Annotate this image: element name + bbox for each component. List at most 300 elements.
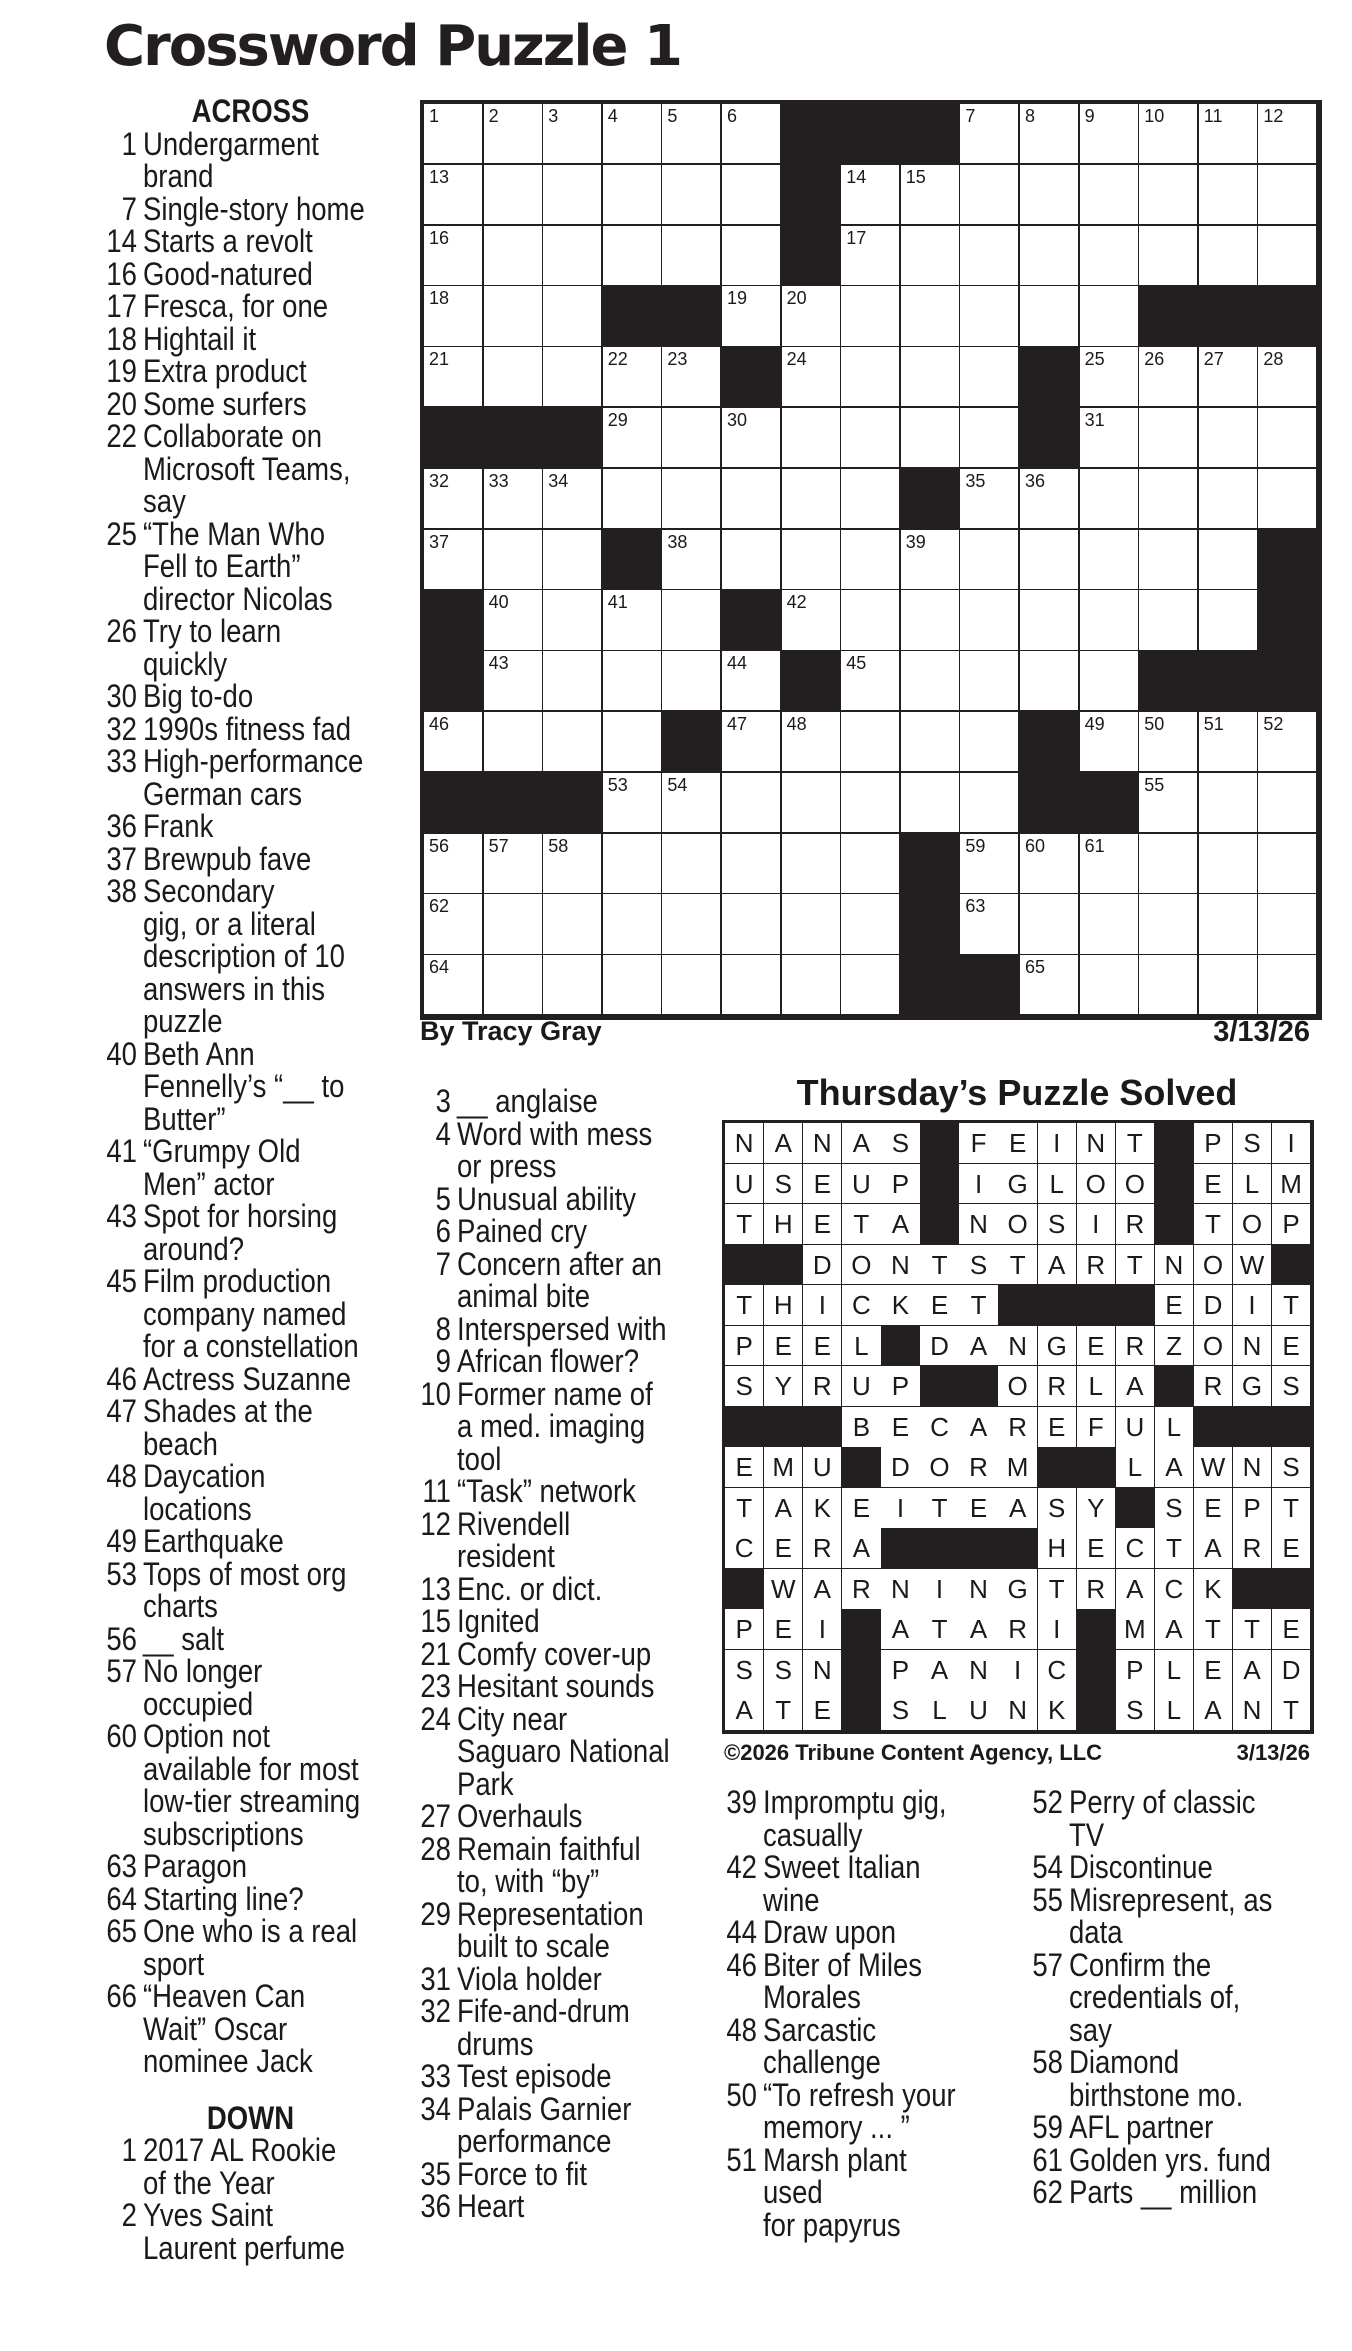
clue-item	[100, 875, 367, 1038]
clue-text	[763, 2141, 969, 2243]
grid-cell[interactable]	[543, 286, 603, 347]
clue-text	[143, 1265, 367, 1363]
grid-cell[interactable]	[782, 286, 842, 347]
solution-cell: I	[1038, 1123, 1077, 1164]
grid-cell[interactable]	[662, 651, 722, 712]
grid-cell[interactable]	[1020, 955, 1080, 1016]
grid-cell[interactable]	[424, 347, 484, 408]
grid-cell[interactable]	[484, 894, 544, 955]
grid-cell[interactable]	[662, 408, 722, 469]
grid-cell[interactable]	[960, 773, 1020, 834]
grid-cell[interactable]	[722, 773, 782, 834]
grid-cell[interactable]	[662, 347, 722, 408]
grid-cell[interactable]	[722, 712, 782, 773]
grid-cell[interactable]	[901, 165, 961, 226]
clue-item	[1026, 2141, 1275, 2178]
grid-cell[interactable]	[424, 165, 484, 226]
grid-cell[interactable]	[1080, 469, 1140, 530]
clue-text	[1069, 1786, 1275, 1851]
grid-block	[424, 590, 484, 651]
grid-cell[interactable]	[722, 104, 782, 165]
grid-cell[interactable]	[901, 286, 961, 347]
grid-cell[interactable]	[960, 104, 1020, 165]
grid-cell[interactable]	[603, 408, 663, 469]
grid-cell[interactable]	[1139, 894, 1199, 955]
grid-cell[interactable]	[782, 955, 842, 1016]
clue-line: available for most	[143, 1750, 359, 1787]
grid-block	[901, 104, 961, 165]
clue-line: Force to fit	[457, 2155, 587, 2192]
grid-cell[interactable]	[841, 712, 901, 773]
grid-cell[interactable]	[1080, 590, 1140, 651]
clue-number: 63	[106, 1848, 137, 1884]
cell-number: 43	[488, 653, 509, 674]
grid-cell[interactable]	[901, 712, 961, 773]
clue-text	[1069, 2111, 1275, 2144]
grid-cell[interactable]	[1258, 104, 1318, 165]
grid-cell[interactable]	[1199, 530, 1259, 591]
clue-line: Brewpub fave	[143, 840, 312, 877]
grid-cell[interactable]	[782, 469, 842, 530]
grid-cell[interactable]	[841, 226, 901, 287]
grid-cell[interactable]	[1199, 773, 1259, 834]
grid-cell[interactable]	[1199, 104, 1259, 165]
grid-cell[interactable]	[1139, 530, 1199, 591]
grid-cell[interactable]	[603, 955, 663, 1016]
solution-block	[803, 1407, 842, 1448]
grid-cell[interactable]	[1020, 286, 1080, 347]
clue-text	[143, 810, 367, 843]
grid-cell[interactable]	[1258, 773, 1318, 834]
solution-cell: I	[803, 1285, 842, 1326]
grid-cell[interactable]	[782, 712, 842, 773]
grid-cell[interactable]	[782, 590, 842, 651]
grid-cell[interactable]	[722, 165, 782, 226]
grid-cell[interactable]	[722, 651, 782, 712]
grid-cell[interactable]	[960, 408, 1020, 469]
clue-text	[457, 1375, 672, 1477]
grid-cell[interactable]	[662, 530, 722, 591]
solution-cell: A	[1233, 1650, 1272, 1691]
grid-cell[interactable]	[1080, 347, 1140, 408]
grid-cell[interactable]	[424, 226, 484, 287]
grid-cell[interactable]	[1139, 773, 1199, 834]
grid-cell[interactable]	[1258, 955, 1318, 1016]
grid-cell[interactable]	[901, 408, 961, 469]
grid-cell[interactable]	[1020, 104, 1080, 165]
grid-cell[interactable]	[662, 590, 722, 651]
clue-line: locations	[143, 1490, 252, 1527]
grid-cell[interactable]	[722, 226, 782, 287]
grid-cell[interactable]	[662, 834, 722, 895]
grid-cell[interactable]	[960, 712, 1020, 773]
grid-cell[interactable]	[1199, 226, 1259, 287]
clue-text	[457, 2155, 672, 2192]
grid-cell[interactable]	[1139, 834, 1199, 895]
grid-cell[interactable]	[484, 469, 544, 530]
grid-cell[interactable]	[782, 408, 842, 469]
clue-text	[143, 290, 367, 323]
grid-cell[interactable]	[543, 469, 603, 530]
grid-cell[interactable]	[1199, 894, 1259, 955]
grid-cell[interactable]	[484, 651, 544, 712]
solution-cell: O	[998, 1204, 1037, 1245]
solution-date: 3/13/26	[1236, 1740, 1310, 1765]
grid-cell[interactable]	[543, 347, 603, 408]
cell-number: 46	[429, 714, 450, 734]
grid-cell[interactable]	[960, 347, 1020, 408]
cell-number: 23	[667, 349, 688, 370]
grid-cell[interactable]	[603, 104, 663, 165]
grid-cell[interactable]	[1258, 408, 1318, 469]
grid-cell[interactable]	[1258, 469, 1318, 530]
solution-cell: A	[1155, 1447, 1194, 1488]
grid-cell[interactable]	[1020, 894, 1080, 955]
clue-line: AFL partner	[1069, 2109, 1214, 2145]
solution-cell: H	[764, 1204, 803, 1245]
grid-cell[interactable]	[543, 834, 603, 895]
clue-number: 20	[106, 385, 137, 422]
grid-cell[interactable]	[543, 955, 603, 1016]
clue-item	[100, 2199, 367, 2264]
clue-line: “To refresh your	[763, 2076, 956, 2113]
grid-cell[interactable]	[1199, 834, 1259, 895]
grid-cell[interactable]	[543, 104, 603, 165]
grid-block	[1080, 773, 1140, 834]
clue-line: Frank	[143, 808, 214, 844]
solution-cell: T	[1116, 1123, 1155, 1164]
clue-line: Some surfers	[143, 385, 307, 422]
grid-cell[interactable]	[603, 894, 663, 955]
clue-number: 35	[420, 2155, 451, 2192]
grid-cell[interactable]	[543, 530, 603, 591]
grid-cell[interactable]	[841, 651, 901, 712]
grid-cell[interactable]	[841, 834, 901, 895]
grid-cell[interactable]	[484, 104, 544, 165]
solution-block	[1116, 1488, 1155, 1529]
grid-cell[interactable]	[960, 894, 1020, 955]
grid-cell[interactable]	[1139, 408, 1199, 469]
grid-cell[interactable]	[722, 286, 782, 347]
solution-cell: T	[1155, 1528, 1194, 1569]
grid-cell[interactable]	[1258, 226, 1318, 287]
grid-cell[interactable]	[841, 773, 901, 834]
grid-cell[interactable]	[841, 408, 901, 469]
clue-number: 24	[420, 1700, 451, 1737]
grid-cell[interactable]	[960, 834, 1020, 895]
grid-cell[interactable]	[662, 226, 722, 287]
grid-cell[interactable]	[1199, 590, 1259, 651]
grid-cell[interactable]	[722, 834, 782, 895]
grid-cell[interactable]	[1080, 712, 1140, 773]
clue-text	[457, 1570, 672, 1607]
grid-cell[interactable]	[1080, 226, 1140, 287]
grid-cell[interactable]	[722, 469, 782, 530]
solution-cell: E	[842, 1488, 881, 1529]
grid-cell[interactable]	[1139, 347, 1199, 408]
cell-number: 61	[1084, 835, 1105, 856]
grid-cell[interactable]	[1139, 955, 1199, 1016]
clue-item	[720, 2011, 969, 2080]
grid-cell[interactable]	[424, 712, 484, 773]
grid-cell[interactable]	[424, 894, 484, 955]
grid-cell[interactable]	[1080, 955, 1140, 1016]
grid-cell[interactable]	[960, 286, 1020, 347]
solution-cell: R	[1038, 1366, 1077, 1407]
solution-cell: D	[1272, 1650, 1311, 1691]
grid-cell[interactable]	[1080, 530, 1140, 591]
clue-text	[143, 1525, 367, 1558]
clue-line: German cars	[143, 775, 303, 812]
grid-cell[interactable]	[960, 469, 1020, 530]
clue-text	[143, 1880, 367, 1917]
grid-cell[interactable]	[1020, 834, 1080, 895]
grid-block	[1199, 286, 1259, 347]
grid-block	[901, 469, 961, 530]
grid-cell[interactable]	[1139, 469, 1199, 530]
cell-number: 41	[607, 592, 628, 613]
cell-number: 35	[965, 470, 986, 491]
grid-cell[interactable]	[841, 894, 901, 955]
grid-cell[interactable]	[1199, 469, 1259, 530]
solution-cell: E	[803, 1204, 842, 1245]
grid-cell[interactable]	[782, 773, 842, 834]
clue-text	[143, 190, 367, 227]
clue-text	[457, 2190, 672, 2223]
grid-cell[interactable]	[782, 834, 842, 895]
grid-cell[interactable]	[424, 104, 484, 165]
grid-block	[1139, 651, 1199, 712]
grid-cell[interactable]	[1258, 834, 1318, 895]
grid-cell[interactable]	[484, 165, 544, 226]
grid-cell[interactable]	[901, 226, 961, 287]
grid-cell[interactable]	[484, 347, 544, 408]
grid-cell[interactable]	[1080, 165, 1140, 226]
grid-cell[interactable]	[782, 894, 842, 955]
clue-text	[457, 1605, 672, 1638]
grid-cell[interactable]	[424, 530, 484, 591]
grid-cell[interactable]	[1020, 530, 1080, 591]
clue-number: 57	[106, 1653, 137, 1689]
clue-line: tool	[457, 1440, 502, 1477]
grid-cell[interactable]	[484, 712, 544, 773]
grid-cell[interactable]	[1139, 590, 1199, 651]
clue-number: 15	[420, 1603, 451, 1639]
grid-cell[interactable]	[603, 651, 663, 712]
grid-cell[interactable]	[484, 834, 544, 895]
grid-cell[interactable]	[1020, 651, 1080, 712]
grid-cell[interactable]	[603, 834, 663, 895]
grid-cell[interactable]	[603, 347, 663, 408]
solution-block	[1038, 1447, 1077, 1488]
solution-cell: T	[1194, 1609, 1233, 1650]
solution-cell: E	[803, 1164, 842, 1205]
grid-cell[interactable]	[1020, 165, 1080, 226]
grid-cell[interactable]	[782, 347, 842, 408]
clue-line: Pained cry	[457, 1213, 588, 1249]
grid-cell[interactable]	[662, 773, 722, 834]
grid-cell[interactable]	[1020, 590, 1080, 651]
grid-cell[interactable]	[484, 955, 544, 1016]
clue-line: brand	[143, 158, 214, 194]
grid-cell[interactable]	[722, 408, 782, 469]
clue-line: Secondary	[143, 873, 275, 909]
clue-line: memory ... ”	[763, 2109, 910, 2145]
solution-cell: O	[1233, 1204, 1272, 1245]
grid-block	[841, 104, 901, 165]
clue-line: Sweet Italian	[763, 1849, 921, 1885]
clue-line: Word with mess	[457, 1115, 653, 1152]
clue-item	[1026, 2111, 1275, 2144]
clue-line: Extra product	[143, 353, 307, 389]
grid-cell[interactable]	[841, 530, 901, 591]
grid-cell[interactable]	[960, 651, 1020, 712]
grid-cell[interactable]	[1020, 469, 1080, 530]
grid-cell[interactable]	[603, 590, 663, 651]
solution-cell: I	[881, 1488, 920, 1529]
grid-cell[interactable]	[424, 286, 484, 347]
grid-cell[interactable]	[901, 773, 961, 834]
solution-cell: E	[1272, 1528, 1311, 1569]
grid-cell[interactable]	[901, 590, 961, 651]
solution-cell: T	[1272, 1488, 1311, 1529]
grid-cell[interactable]	[1080, 651, 1140, 712]
grid-cell[interactable]	[841, 286, 901, 347]
clue-text	[143, 875, 367, 1038]
byline: By Tracy Gray	[420, 1016, 602, 1046]
grid-cell[interactable]	[543, 651, 603, 712]
grid-cell[interactable]	[1258, 165, 1318, 226]
grid-cell[interactable]	[603, 226, 663, 287]
grid-cell[interactable]	[722, 955, 782, 1016]
grid-cell[interactable]	[722, 894, 782, 955]
clue-item	[100, 840, 367, 877]
solution-cell: N	[881, 1245, 920, 1286]
grid-cell[interactable]	[1199, 408, 1259, 469]
grid-block	[603, 530, 663, 591]
grid-block	[484, 773, 544, 834]
grid-cell[interactable]	[662, 165, 722, 226]
grid-cell[interactable]	[1080, 104, 1140, 165]
grid-cell[interactable]	[603, 469, 663, 530]
grid-cell[interactable]	[901, 530, 961, 591]
clue-item	[100, 320, 367, 357]
grid-block	[543, 773, 603, 834]
grid-cell[interactable]	[1080, 408, 1140, 469]
grid-cell[interactable]	[543, 590, 603, 651]
solution-block	[1116, 1285, 1155, 1326]
grid-cell[interactable]	[1258, 347, 1318, 408]
cell-number: 3	[548, 106, 559, 126]
grid-cell[interactable]	[841, 955, 901, 1016]
grid-cell[interactable]	[424, 469, 484, 530]
solution-block	[959, 1366, 998, 1407]
grid-cell[interactable]	[960, 530, 1020, 591]
clue-line: answers in this	[143, 970, 326, 1007]
grid-cell[interactable]	[1199, 712, 1259, 773]
grid-cell[interactable]	[543, 894, 603, 955]
grid-cell[interactable]	[901, 651, 961, 712]
grid-cell[interactable]	[1020, 226, 1080, 287]
clue-number: 59	[1032, 2109, 1063, 2145]
solution-cell: I	[1233, 1285, 1272, 1326]
grid-cell[interactable]	[841, 590, 901, 651]
clue-number: 1	[121, 125, 137, 162]
clue-line: Sarcastic	[763, 2011, 877, 2048]
cell-number: 52	[1263, 714, 1284, 734]
grid-cell[interactable]	[1139, 104, 1199, 165]
clue-line: birthstone mo.	[1069, 2076, 1244, 2113]
grid-cell[interactable]	[841, 347, 901, 408]
grid-cell[interactable]	[1199, 955, 1259, 1016]
grid-cell[interactable]	[1139, 165, 1199, 226]
grid-cell[interactable]	[662, 955, 722, 1016]
grid-cell[interactable]	[782, 530, 842, 591]
grid-cell[interactable]	[662, 104, 722, 165]
grid-cell[interactable]	[1080, 286, 1140, 347]
clue-item	[414, 2090, 672, 2159]
grid-cell[interactable]	[1258, 894, 1318, 955]
grid-cell[interactable]	[1080, 834, 1140, 895]
grid-cell[interactable]	[424, 834, 484, 895]
grid-cell[interactable]	[960, 165, 1020, 226]
copyright: ©2026 Tribune Content Agency, LLC	[724, 1740, 1103, 1765]
grid-cell[interactable]	[543, 165, 603, 226]
clue-item	[1026, 1946, 1275, 2048]
solution-cell: M	[764, 1447, 803, 1488]
clue-line: Daycation	[143, 1458, 266, 1494]
grid-cell[interactable]	[841, 469, 901, 530]
grid-cell[interactable]	[662, 469, 722, 530]
grid-cell[interactable]	[1258, 712, 1318, 773]
clue-number: 16	[106, 255, 137, 292]
grid-cell[interactable]	[484, 590, 544, 651]
grid-cell[interactable]	[841, 165, 901, 226]
grid-cell[interactable]	[1199, 165, 1259, 226]
grid-cell[interactable]	[901, 347, 961, 408]
clue-text	[763, 2076, 969, 2145]
grid-cell[interactable]	[603, 712, 663, 773]
grid-cell[interactable]	[543, 712, 603, 773]
clue-item	[414, 1995, 672, 2060]
grid-cell[interactable]	[603, 773, 663, 834]
clue-line: Single-story home	[143, 190, 365, 227]
cell-number: 30	[727, 410, 748, 430]
grid-cell[interactable]	[603, 165, 663, 226]
grid-cell[interactable]	[424, 955, 484, 1016]
solution-block	[998, 1528, 1037, 1569]
clue-line: for a constellation	[143, 1328, 359, 1364]
grid-cell[interactable]	[1080, 894, 1140, 955]
grid-cell[interactable]	[722, 530, 782, 591]
grid-cell[interactable]	[960, 226, 1020, 287]
grid-cell[interactable]	[484, 226, 544, 287]
clue-number: 36	[420, 2188, 451, 2224]
grid-cell[interactable]	[960, 590, 1020, 651]
grid-cell[interactable]	[1199, 347, 1259, 408]
grid-cell[interactable]	[543, 226, 603, 287]
clue-number: 7	[121, 190, 137, 227]
grid-cell[interactable]	[484, 530, 544, 591]
solution-cell: S	[725, 1650, 764, 1691]
clue-item	[1026, 1786, 1275, 1851]
grid-cell[interactable]	[662, 894, 722, 955]
cell-number: 33	[488, 470, 509, 491]
grid-cell[interactable]	[484, 286, 544, 347]
grid-cell[interactable]	[1139, 712, 1199, 773]
grid-cell[interactable]	[1139, 226, 1199, 287]
clue-item	[100, 385, 367, 422]
